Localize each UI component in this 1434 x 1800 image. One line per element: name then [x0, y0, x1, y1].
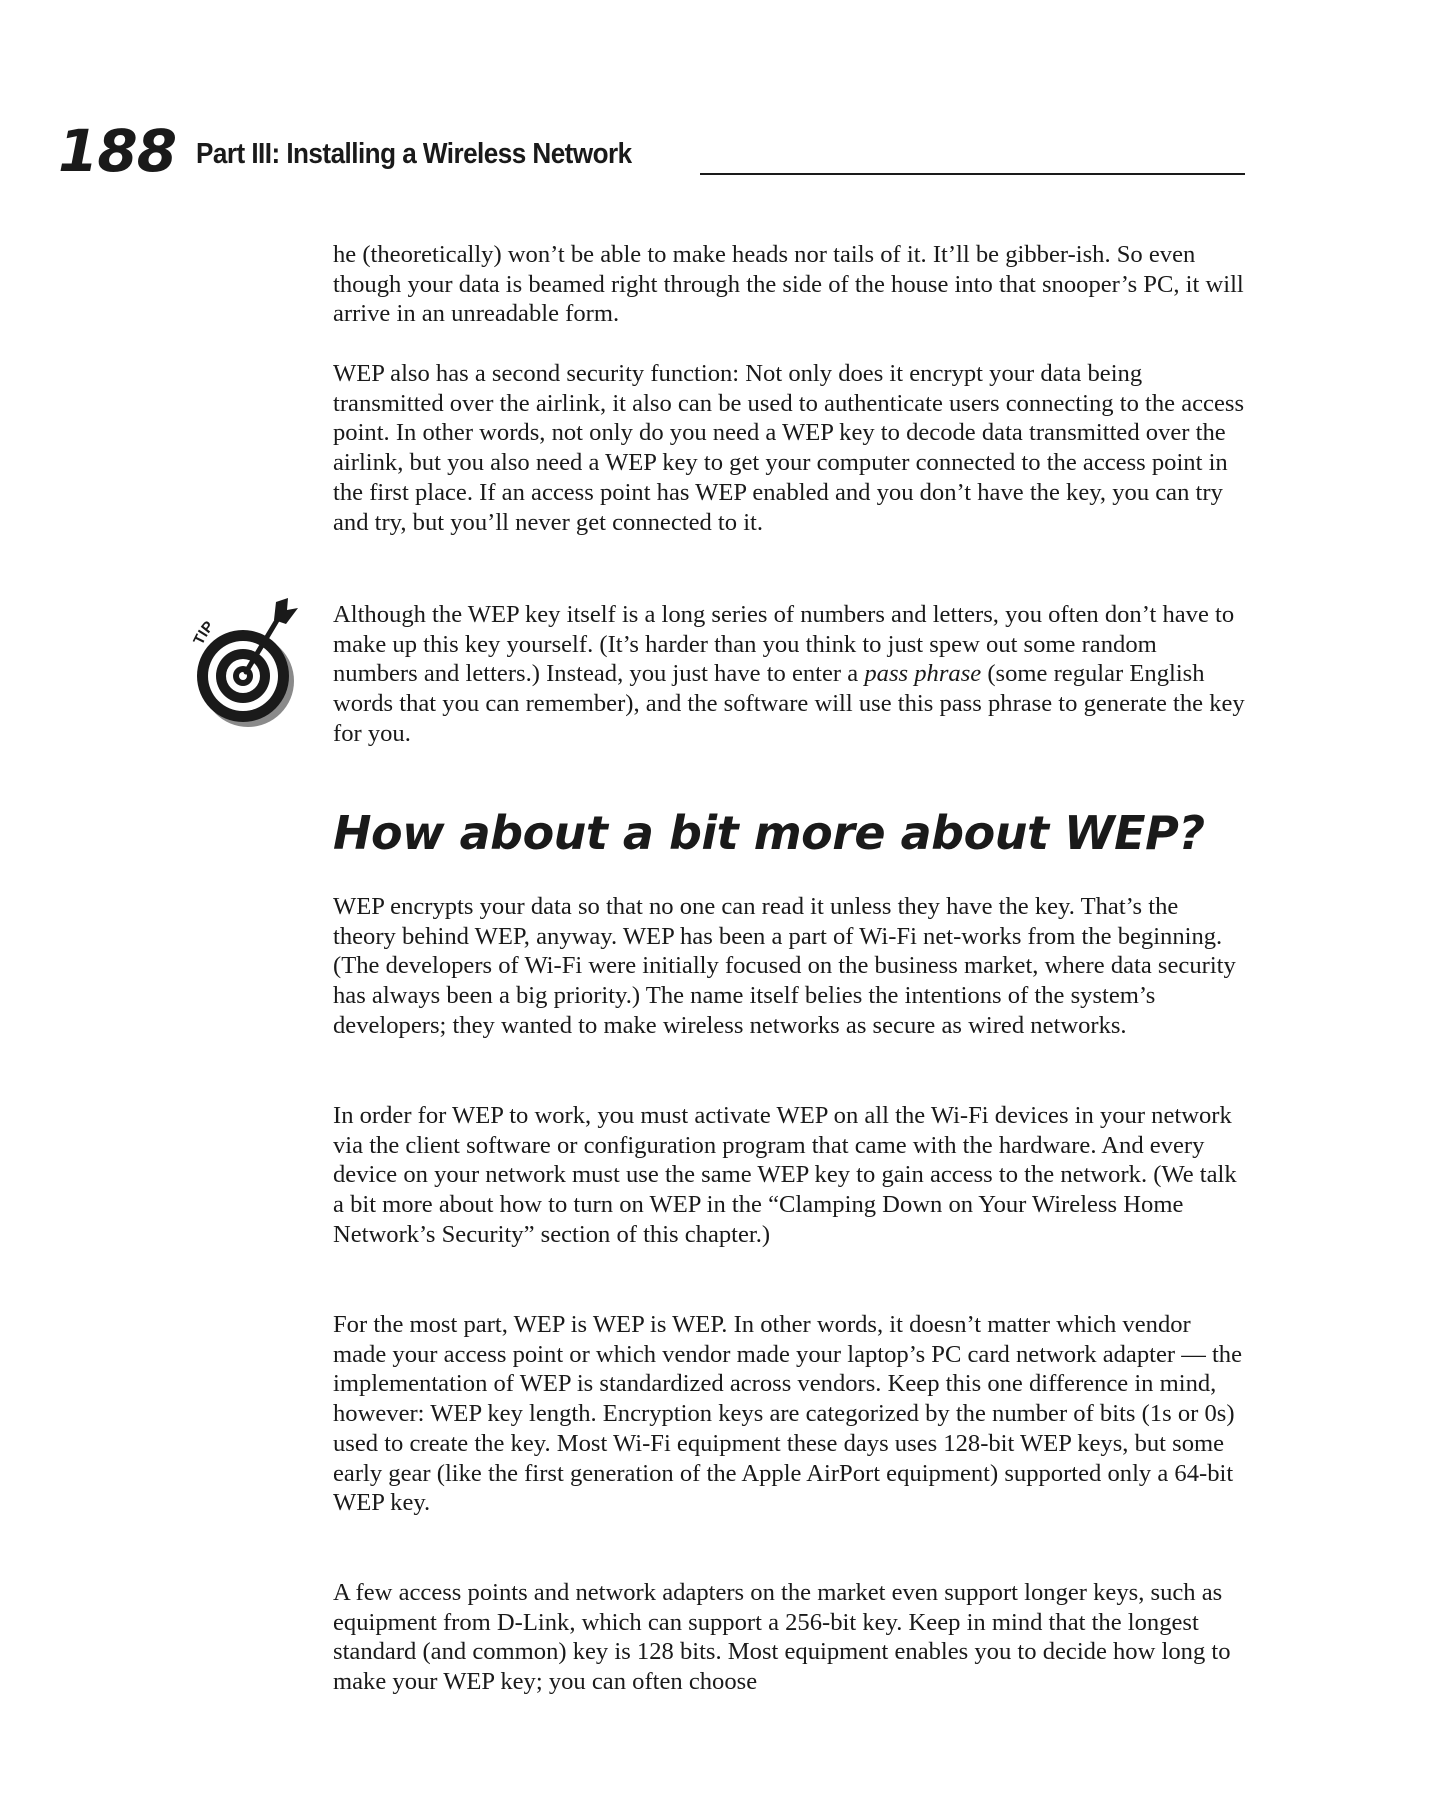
paragraph-wep-key-length: For the most part, WEP is WEP is WEP. In other words, it doesn’t matter which vendor made your access point or which vendor made your laptop’s PC card network adapter — the implementation of WEP is standardized across vendors. Keep this one difference in mind, however: WEP key length. Encryption keys are categorized by the number of bits (1s or 0s) used to create the key. Most Wi-Fi equipment these days uses 128-bit WEP keys, but some early gear (like the first generation of the Apple AirPort equipment) supported only a 64-bit WEP key.	[333, 1311, 1243, 1517]
page-number: 188	[58, 117, 177, 185]
body-column-wep-auth	[333, 359, 1245, 537]
tip-icon	[190, 598, 302, 732]
body-column-tip	[333, 600, 1245, 749]
paragraph-wep-encrypts: WEP encrypts your data so that no one can read it unless they have the key. That’s the theory behind WEP, anyway. WEP has been a part of Wi-Fi net-works from the beginning. (The developers of Wi-Fi were initially focused on the business market, where data security has always been a big priority.) The name itself belies the intentions of the system’s developers; they wanted to make wireless networks as secure as wired networks.	[333, 893, 1236, 1039]
header-rule	[700, 173, 1245, 175]
running-head: Part III: Installing a Wireless Network	[196, 138, 632, 170]
body-column-section-4	[333, 1578, 1245, 1697]
paragraph-continued: he (theoretically) won’t be able to make heads nor tails of it. It’ll be gibber-ish. So even though your data is beamed right through the side of the house into that snooper’s PC, it will arrive in an unreadable form.	[333, 241, 1244, 328]
tip-label: TIP	[190, 618, 218, 648]
paragraph-wep-authentication: WEP also has a second security function: Not only does it encrypt your data being transmitted over the airlink, it also can be used to authenticate users connecting to the access point. In other words, not only do you need a WEP key to decode data transmitted over the airlink, but you also need a WEP key to get your computer connected to the access point in the first place. If an access point has WEP enabled and you don’t have the key, you can try and try, but you’ll never get connected to it.	[333, 360, 1245, 536]
tip-text-start: Although the WEP key itself is a long series of numbers and letters, you often don’t have to make up this key yourself. (It’s harder than you think to just spew out some random numbers and letters.) Instead, you just have to enter a	[333, 601, 1235, 688]
tip-paragraph	[333, 600, 1245, 749]
body-column-section-3	[333, 1310, 1245, 1518]
paragraph-activate-wep: In order for WEP to work, you must activate WEP on all the Wi-Fi devices in your network via the client software or configuration program that came with the hardware. And every device on your network must use the same WEP key to gain access to the network. (We talk a bit more about how to turn on WEP in the “Clamping Down on Your Wireless Home Network’s Security” section of this chapter.)	[333, 1102, 1237, 1248]
section-heading: How about a bit more about WEP?	[333, 806, 1205, 860]
body-column-top	[333, 240, 1245, 329]
tip-text-end: (some regular English words that you can remember), and the software will use this pass phrase to generate the key for you.	[333, 660, 1245, 747]
body-column-section-2	[333, 1101, 1245, 1250]
body-column-section-1	[333, 892, 1245, 1041]
paragraph-longer-keys: A few access points and network adapters on the market even support longer keys, such as equipment from D-Link, which can support a 256-bit key. Keep in mind that the longest standard (and common) key is 128 bits. Most equipment enables you to decide how long to make your WEP key; you can often choose	[333, 1579, 1231, 1696]
tip-text-italic: pass phrase	[864, 660, 982, 688]
